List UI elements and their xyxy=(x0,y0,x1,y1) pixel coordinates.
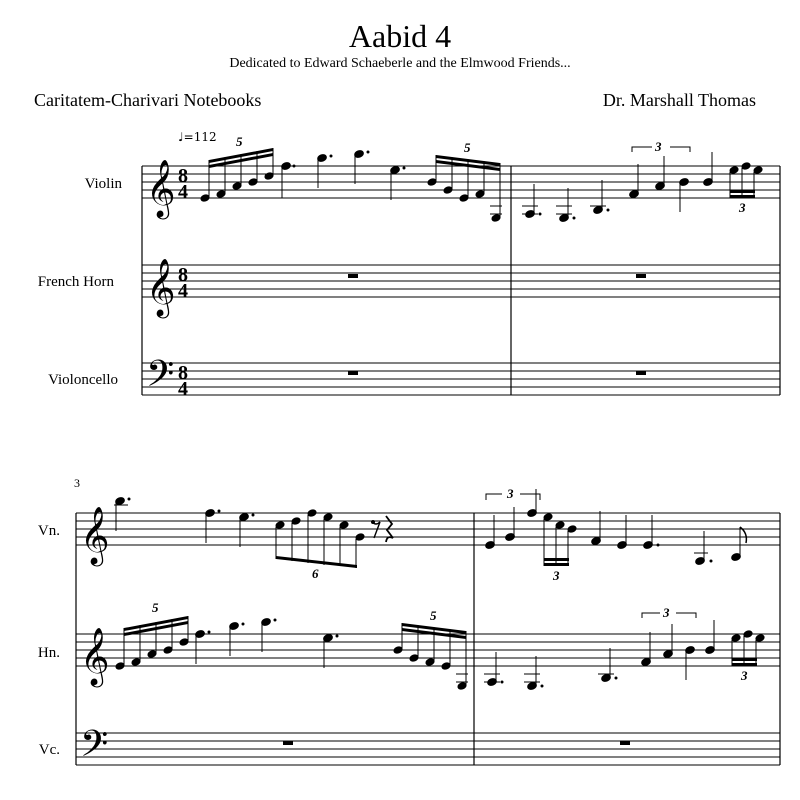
violin-m3-notes xyxy=(114,496,255,547)
violin-m2-triplet-quarters xyxy=(629,139,714,212)
whole-rest-icon xyxy=(620,741,630,745)
staff-horn-1 xyxy=(142,265,780,297)
tuplet-number: 5 xyxy=(236,134,243,149)
violin-m4-quarters xyxy=(591,511,747,566)
time-signature-numerator: 8 xyxy=(178,264,188,286)
staff-violin-2 xyxy=(76,513,780,545)
bass-clef-icon: 𝄢 xyxy=(146,353,175,404)
whole-rest-icon xyxy=(348,274,358,278)
instrument-label-violoncello: Violoncello xyxy=(48,372,118,388)
instrument-label-hn: Hn. xyxy=(37,645,60,661)
treble-clef-icon: 𝄞 xyxy=(80,627,110,685)
staff-cello-2 xyxy=(76,733,780,765)
notebook-label: Caritatem-Charivari Notebooks xyxy=(34,90,262,110)
tuplet-number: 3 xyxy=(741,668,748,683)
violin-m2-notes xyxy=(522,180,610,223)
tuplet-number: 5 xyxy=(152,600,159,615)
tempo-marking: ♩=112 xyxy=(178,130,217,144)
instrument-label-vc: Vc. xyxy=(38,742,60,758)
tuplet-number: 5 xyxy=(430,608,437,623)
violin-m1-quintuplet-up xyxy=(200,134,274,202)
time-signature-denominator: 4 xyxy=(178,378,188,400)
tuplet-number: 3 xyxy=(553,568,560,583)
measure-number: 3 xyxy=(74,476,80,490)
score-subtitle: Dedicated to Edward Schaeberle and the Elmwood Friends... xyxy=(229,56,571,71)
composer-label: Dr. Marshall Thomas xyxy=(602,90,756,110)
barlines xyxy=(76,166,780,765)
time-signature-cello xyxy=(178,362,188,400)
violin-m1-quarters xyxy=(281,149,406,200)
horn-m3-quintuplet-up xyxy=(115,600,189,670)
horn-m3-quintuplet-down xyxy=(393,608,468,690)
tuplet-number: 3 xyxy=(655,139,662,154)
whole-rest-icon xyxy=(636,371,646,375)
treble-clef-icon: 𝄞 xyxy=(146,258,176,316)
time-signature-violin xyxy=(178,165,188,203)
whole-rest-icon xyxy=(636,274,646,278)
bass-clef-icon: 𝄢 xyxy=(80,723,109,774)
treble-clef-icon: 𝄞 xyxy=(80,506,110,564)
staff-cello-1 xyxy=(142,363,780,395)
violin-m4-triplet-sixteenths xyxy=(543,513,577,583)
tuplet-number: 6 xyxy=(312,566,319,581)
time-signature-numerator: 8 xyxy=(178,165,188,187)
whole-rest-icon xyxy=(348,371,358,375)
instrument-label-french-horn: French Horn xyxy=(37,274,114,290)
tuplet-number: 5 xyxy=(464,140,471,155)
time-signature-denominator: 4 xyxy=(178,181,188,203)
treble-clef-icon: 𝄞 xyxy=(146,159,176,217)
instrument-label-violin: Violin xyxy=(84,176,122,192)
horn-m4-triplet-sixteenths xyxy=(731,630,765,683)
staff-lines xyxy=(76,166,780,765)
time-signature-numerator: 8 xyxy=(178,362,188,384)
instrument-label-vn: Vn. xyxy=(37,523,60,539)
horn-m4-notes xyxy=(484,648,618,691)
tuplet-number: 3 xyxy=(663,605,670,620)
violin-m4-triplet xyxy=(485,486,540,550)
violin-m1-quintuplet-down xyxy=(427,140,502,222)
time-signature-denominator: 4 xyxy=(178,280,188,302)
time-signature-horn xyxy=(178,264,188,302)
horn-m3-quarters xyxy=(195,617,339,668)
tuplet-number: 3 xyxy=(739,200,746,215)
tuplet-number: 3 xyxy=(507,486,514,501)
whole-rest-icon xyxy=(283,741,293,745)
score-title: Aabid 4 xyxy=(348,18,452,54)
violin-m2-triplet-sixteenths xyxy=(729,162,763,215)
